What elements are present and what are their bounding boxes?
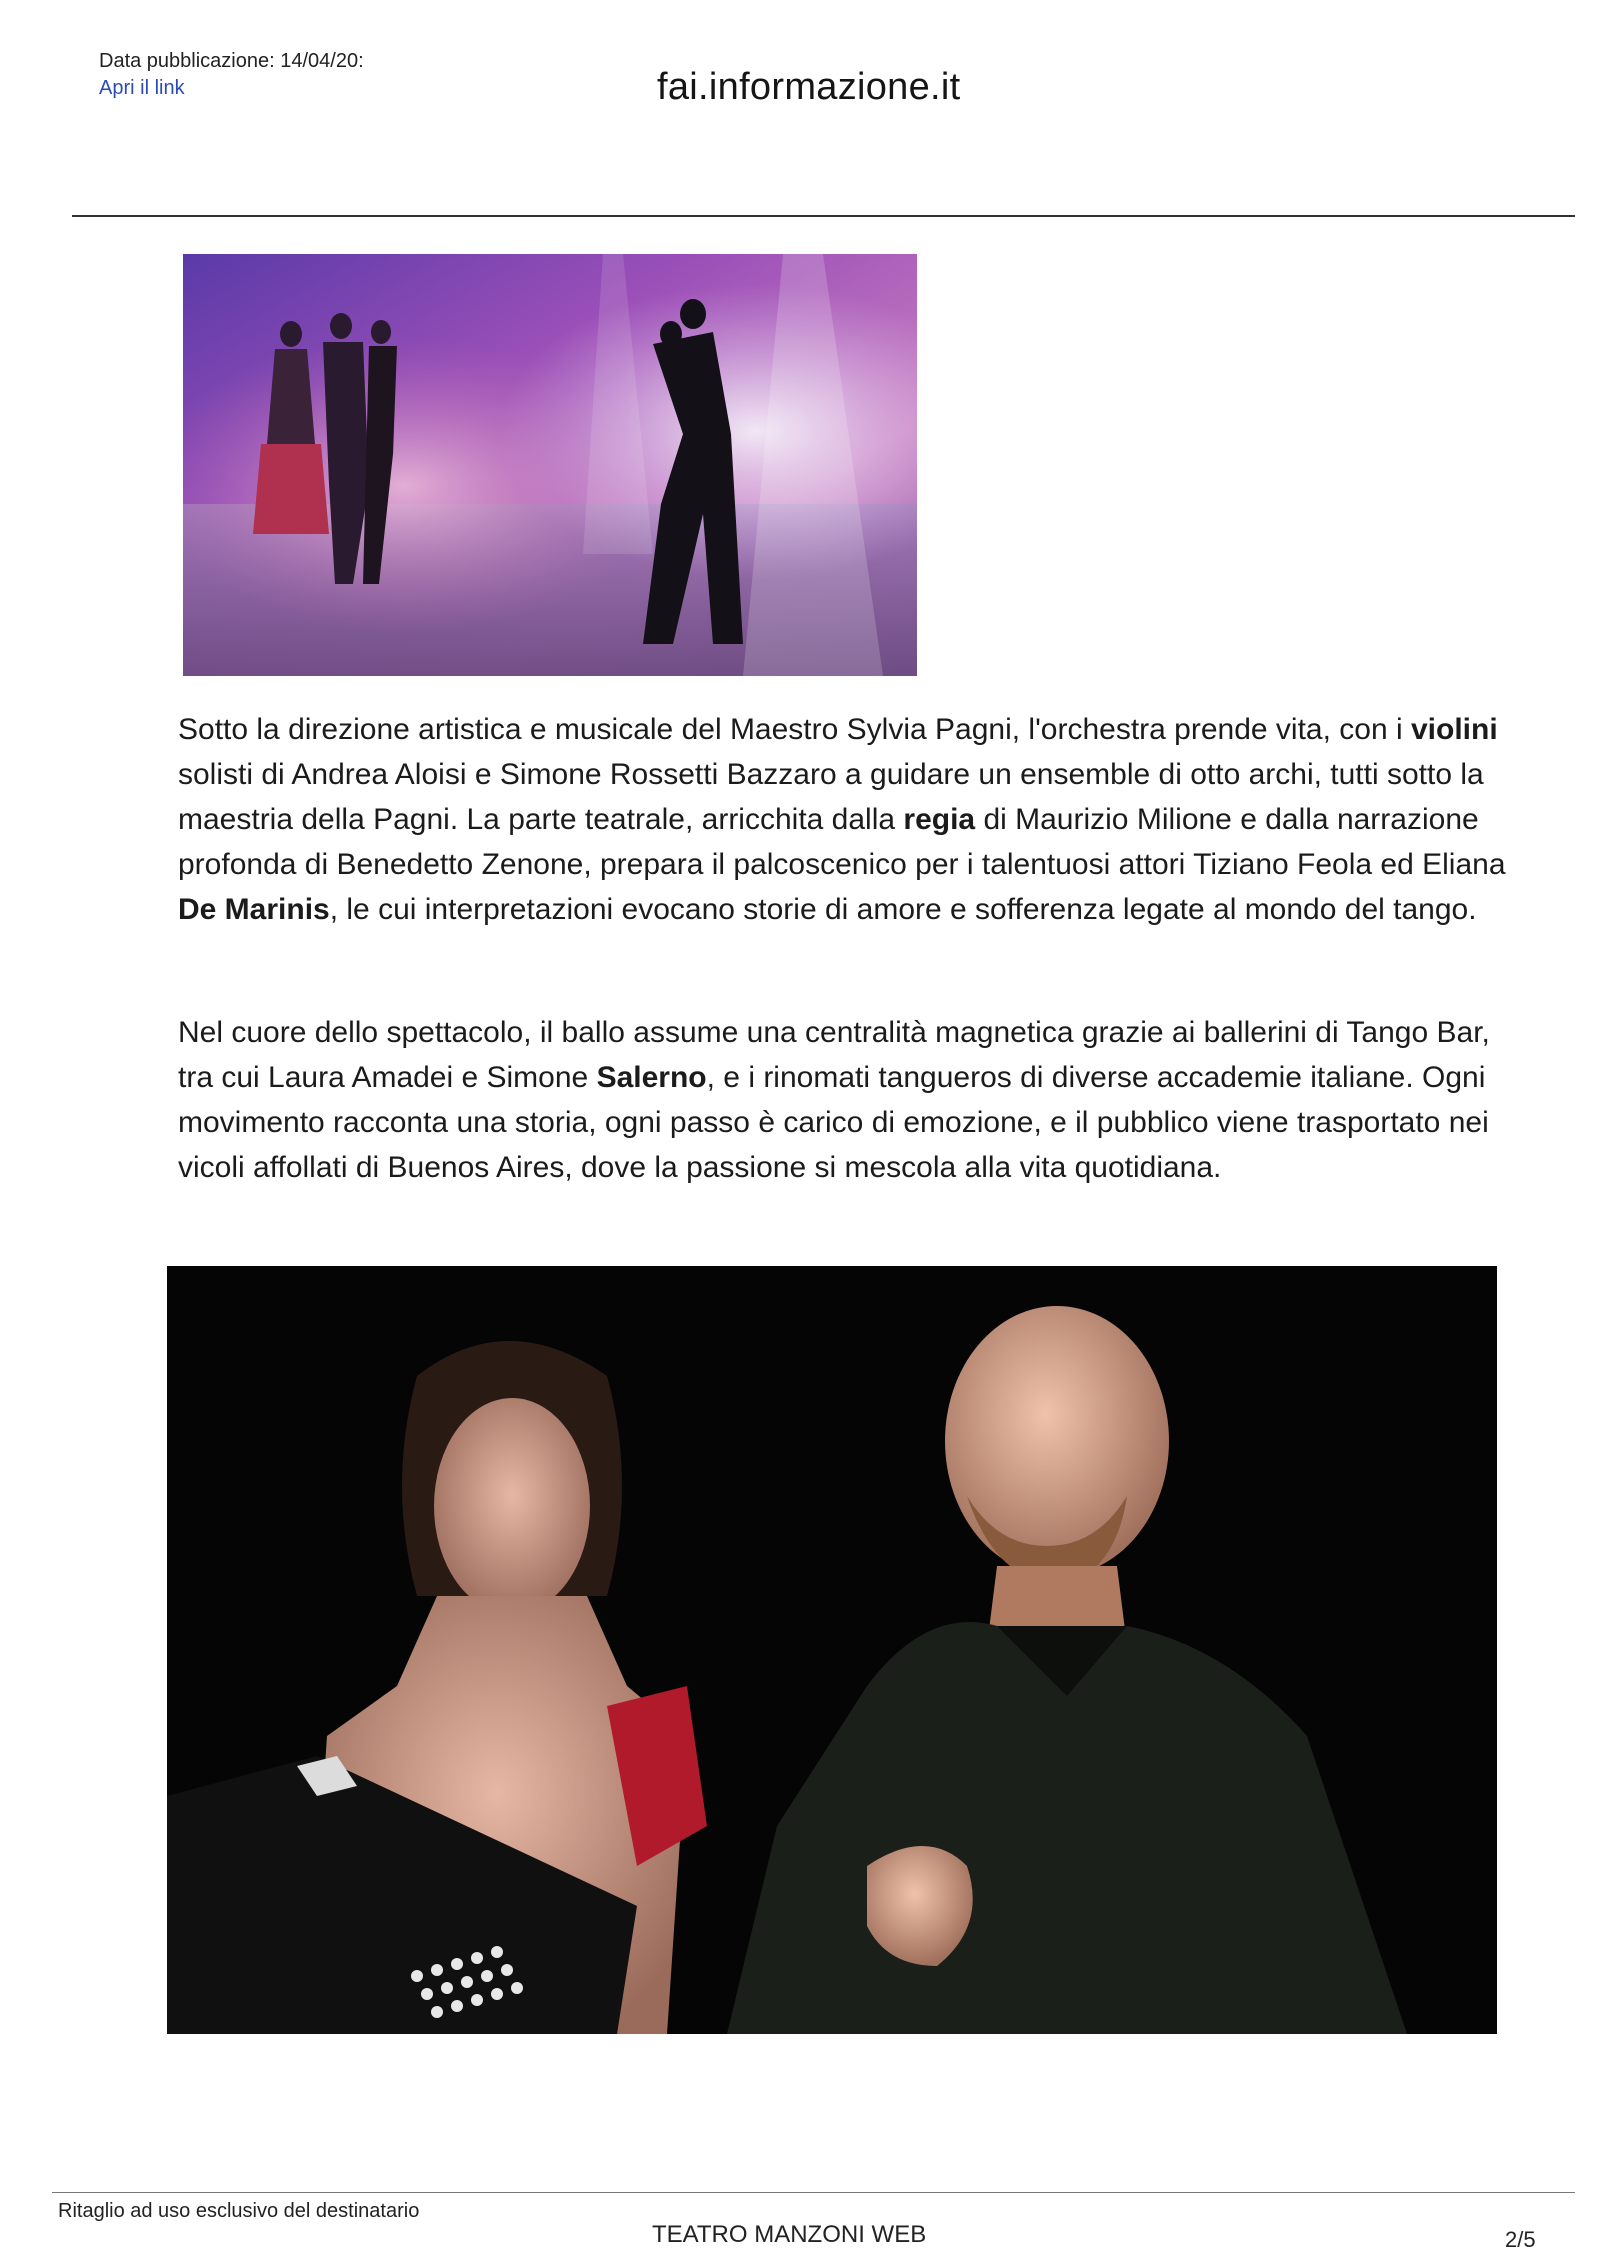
page-number: 2/5 bbox=[1505, 2227, 1536, 2252]
paragraph1-text-1: Sotto la direzione artistica e musicale del Maestro Sylvia Pagni, l'orchestra prende vita, con i bbox=[178, 713, 1411, 746]
paragraph1-text-4: , le cui interpretazioni evocano storie di amore e sofferenza legate al mondo del tango. bbox=[329, 893, 1477, 926]
paragraph2-text-2: , e i rinomati tangueros di diverse accademie italiane. Ogni movimento racconta una storia, ogni passo è carico di emozione, e il pubblico viene trasportato nei vicoli affollati di Buenos Aires, dove la passione si mescola alla vita quotidiana. bbox=[178, 1061, 1489, 1184]
tango-dancers-photo bbox=[183, 254, 917, 676]
paragraph2-bold-salerno: Salerno bbox=[596, 1061, 707, 1094]
accordion-singer-photo bbox=[167, 1266, 1497, 2034]
paragraph1-text-3: di Maurizio Milione e dalla narrazione profonda di Benedetto Zenone, prepara il palcoscenico per i talentuosi attori Tiziano Feola ed Eliana bbox=[178, 803, 1506, 881]
paragraph1-bold-regia: regia bbox=[903, 803, 976, 836]
accordion-singer-illustration bbox=[167, 1266, 1497, 2034]
paragraph1-text-2: solisti di Andrea Aloisi e Simone Rossetti Bazzaro a guidare un ensemble di otto archi, tutti sotto la maestria della Pagni. La parte teatrale, arricchita dalla bbox=[178, 758, 1484, 836]
paragraph1-bold-violini: violini bbox=[1411, 713, 1498, 746]
footer-source: TEATRO MANZONI WEB bbox=[652, 2221, 927, 2248]
header-divider bbox=[72, 215, 1575, 217]
paragraph1-bold-de-marinis: De Marinis bbox=[178, 893, 330, 926]
site-name: fai.informazione.it bbox=[657, 66, 961, 108]
publication-date: Data pubblicazione: 14/04/20: bbox=[99, 50, 364, 72]
open-link[interactable]: Apri il link bbox=[99, 77, 185, 99]
footer-disclaimer: Ritaglio ad uso esclusivo del destinatario bbox=[58, 2200, 420, 2222]
article-paragraph-1 bbox=[178, 707, 1508, 932]
paragraph2-text-1: Nel cuore dello spettacolo, il ballo assume una centralità magnetica grazie ai ballerini di Tango Bar, tra cui Laura Amadei e Simone bbox=[178, 1016, 1490, 1094]
article-paragraph-2 bbox=[178, 1010, 1508, 1190]
tango-dancers-illustration bbox=[183, 254, 917, 676]
footer-divider bbox=[52, 2192, 1575, 2193]
